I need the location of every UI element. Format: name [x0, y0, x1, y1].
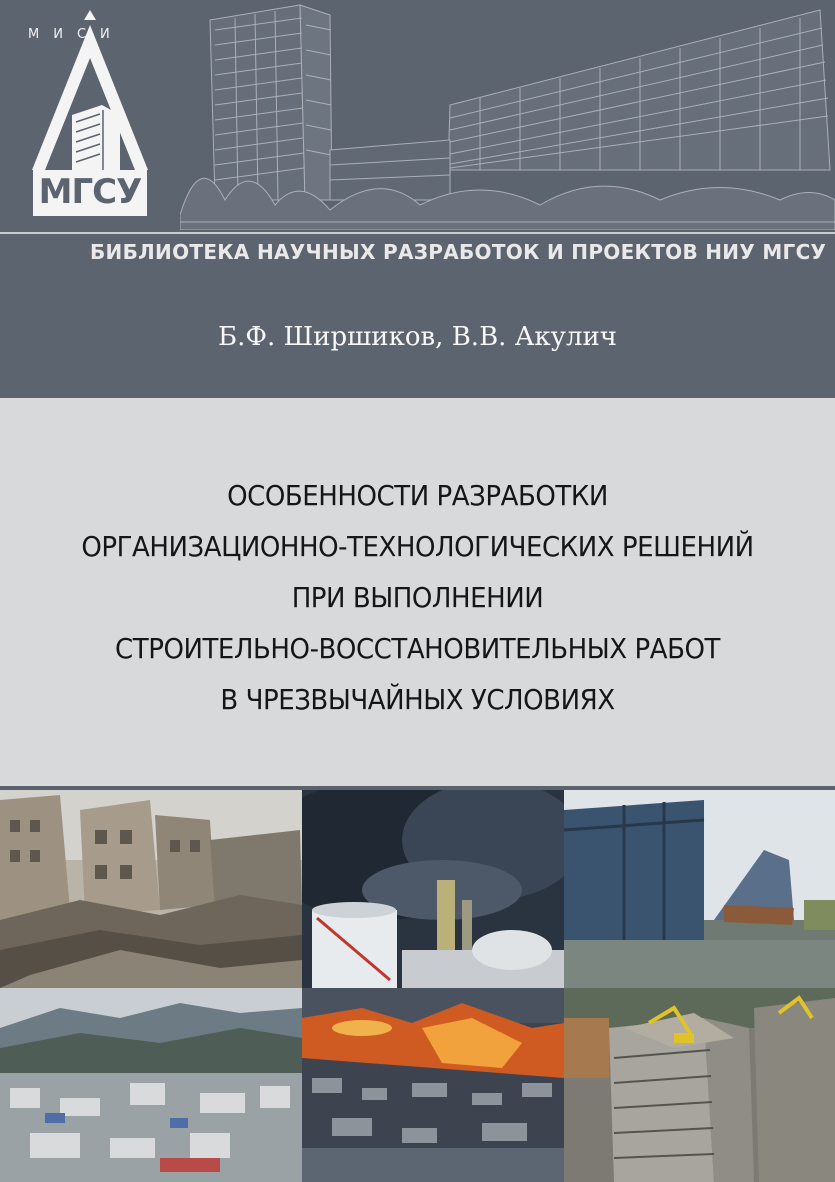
logo-bottom-text: МГСУ — [38, 172, 142, 212]
university-buildings-illustration — [180, 0, 835, 230]
title-line: ОРГАНИЗАЦИОННО-ТЕХНОЛОГИЧЕСКИХ РЕШЕНИЙ — [81, 530, 754, 563]
book-title — [29, 470, 806, 725]
photo-industrial-fire — [302, 790, 564, 988]
photo-ruined-city — [0, 790, 302, 988]
photo-flooded-town — [0, 988, 302, 1182]
title-line: ПРИ ВЫПОЛНЕНИИ — [291, 581, 544, 614]
photo-collapsed-bridge — [564, 790, 835, 988]
photo-collapsed-building — [564, 988, 835, 1182]
photo-collage — [0, 790, 835, 1182]
cover-top-band — [0, 0, 835, 398]
authors: Б.Ф. Ширшиков, В.В. Акулич — [218, 322, 617, 352]
title-line: ОСОБЕННОСТИ РАЗРАБОТКИ — [227, 479, 608, 512]
divider-line — [0, 232, 835, 234]
title-line: СТРОИТЕЛЬНО-ВОССТАНОВИТЕЛЬНЫХ РАБОТ — [115, 632, 720, 665]
title-band — [0, 398, 835, 786]
series-title: БИБЛИОТЕКА НАУЧНЫХ РАЗРАБОТОК И ПРОЕКТОВ НИУ МГСУ — [90, 240, 827, 264]
logo-top-text: МИСИ — [28, 27, 124, 42]
title-line: В ЧРЕЗВЫЧАЙНЫХ УСЛОВИЯХ — [220, 683, 615, 716]
photo-burning-city — [302, 988, 564, 1182]
